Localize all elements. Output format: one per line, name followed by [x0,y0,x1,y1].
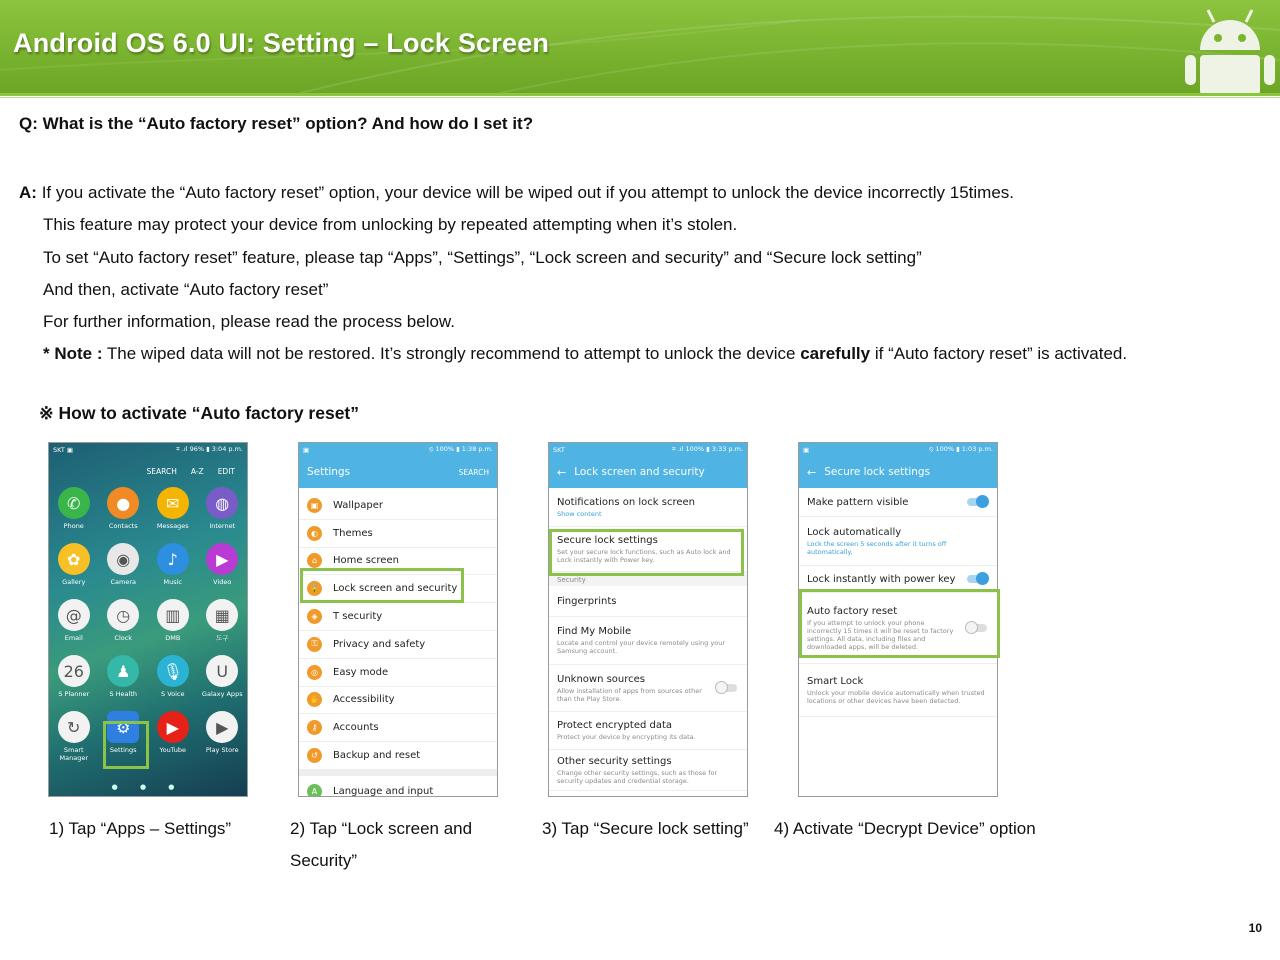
caption-step-3: 3) Tap “Secure lock setting” [542,819,749,838]
section-header: Security [549,572,747,586]
list-item-title: Lock automatically [807,526,902,538]
calendar-icon: 26 [58,655,90,687]
app-youtube[interactable] [148,711,198,762]
note-line [19,338,1127,370]
settings-item-label: Wallpaper [333,499,384,511]
phone-screenshot-settings [298,442,498,797]
note-bold: carefully [800,344,871,364]
settings-item-accounts[interactable] [299,714,497,742]
list-item-subtitle: Locate and control your device remotely using your Samsung account. [557,639,725,655]
header-rule-light [0,97,1280,98]
phone-screenshot-lock-screen [548,442,748,797]
status-bar [799,443,997,456]
settings-item-language-and-input[interactable] [299,770,497,797]
lock-appbar [549,456,747,488]
status-left: ▣ [303,445,310,454]
messages-icon: ✉ [157,487,189,519]
app-internet[interactable] [198,487,248,530]
app-label: S Health [109,690,138,698]
app-s-voice[interactable] [148,655,198,698]
settings-item-label: T security [333,611,383,623]
page-indicator: ● ● ● [111,783,185,791]
header-banner [0,0,1280,93]
secure-lock-highlight [549,529,744,576]
list-item-find-my-mobile[interactable] [549,617,747,665]
android-logo-icon [1180,0,1280,93]
settings-item-backup-and-reset[interactable] [299,742,497,770]
app-label: Internet [209,522,236,530]
app-label: YouTube [159,746,186,754]
caption-step-2-line-2: Security” [290,851,358,870]
caption-step-2 [290,813,472,877]
az-action[interactable]: A-Z [190,466,204,476]
smart-manager-icon: ↻ [58,711,90,743]
settings-list [299,488,497,797]
list-item-make-pattern-visible[interactable] [799,488,997,517]
app-play-store[interactable] [198,711,248,762]
answer-text-1: If you activate the “Auto factory reset” option, your device will be wiped out if you attempt to unlock the device incorrectly 15times. [41,183,1014,202]
caption-step-4: 4) Activate “Decrypt Device” option [774,819,1036,838]
auto-reset-highlight [799,589,1000,658]
settings-item-label: Language and input [333,785,434,797]
search-action[interactable]: SEARCH [146,466,177,476]
settings-highlight [103,721,149,769]
app-label: S Planner [58,690,90,698]
app-label: 도구 [215,634,229,642]
search-action[interactable]: SEARCH [458,467,489,477]
app-contacts[interactable] [99,487,149,530]
status-left: SKT [553,445,565,454]
list-item-subtitle: Set your secure lock functions, such as Auto lock and Lock instantly with Power key. [557,547,731,564]
settings-item-icon: ◈ [307,609,322,624]
settings-item-icon: ↺ [307,748,322,763]
howto-heading: ※ How to activate “Auto factory reset” [39,403,360,423]
list-item-lock-automatically[interactable] [799,517,997,566]
list-item-other-security-settings[interactable] [549,750,747,791]
note-label: * Note : [43,344,103,364]
tools-icon: ▦ [206,599,238,631]
settings-item-label: Backup and reset [333,750,421,762]
settings-item-icon: ⚷ [307,720,322,735]
header-rule [0,93,1280,96]
answer-line-2: This feature may protect your device from unlocking by repeated attempting when it’s stolen. [43,215,738,235]
app-clock[interactable] [99,599,149,642]
list-item-smart-lock[interactable] [799,664,997,717]
settings-item-label: Accounts [333,722,379,734]
health-icon: ♟ [107,655,139,687]
clock-icon: ◷ [107,599,139,631]
app-email[interactable] [49,599,99,642]
app-camera[interactable] [99,543,149,586]
note-text-b: if “Auto factory reset” is activated. [870,344,1128,364]
phone-icon: ✆ [58,487,90,519]
question: Q: What is the “Auto factory reset” option? And how do I set it? [19,114,534,133]
app-label: Music [163,578,182,586]
secure-appbar [799,456,997,488]
settings-item-label: Accessibility [333,694,395,706]
answer-line-5: For further information, please read the process below. [43,312,455,332]
app-label: Messages [156,522,189,530]
app-label: Video [213,578,232,586]
app-music[interactable] [148,543,198,586]
answer-line-1 [19,177,1127,209]
app-label: S Voice [161,690,185,698]
settings-item-t-security[interactable] [299,603,497,631]
music-icon: ♪ [157,543,189,575]
app-label: Phone [63,522,84,530]
back-arrow-icon[interactable]: ← [557,465,567,479]
answer-label: A: [19,183,37,202]
app-도구[interactable] [198,599,248,642]
app-label: Email [64,634,83,642]
app-label: Gallery [62,578,86,586]
apps-toolbar [49,456,247,486]
galaxy-apps-icon: U [206,655,238,687]
list-item-title: Unknown sources [557,673,646,685]
contacts-icon: ● [107,487,139,519]
list-item-title: Lock instantly with power key [807,573,956,585]
app-gallery[interactable] [49,543,99,586]
settings-item-label: Themes [333,527,373,539]
list-item-subtitle: Change other security settings, such as those for security updates and credential storage. [557,768,718,785]
answer-line-4: And then, activate “Auto factory reset” [43,279,329,299]
list-item-title: Other security settings [557,755,672,767]
list-item-subtitle: Allow installation of apps from sources other than the Play Store. [557,686,702,703]
app-label: Play Store [205,746,239,754]
app-messages[interactable] [148,487,198,530]
settings-item-label: Home screen [333,555,399,567]
settings-item-easy-mode[interactable] [299,659,497,687]
app-label: DMB [165,634,181,642]
settings-item-icon: ⚿ [307,637,322,652]
list-item-subtitle: If you attempt to unlock your phone incorrectly 15 times it will be reset to factory settings. All data, including files and downloaded apps, will be deleted. [807,618,954,651]
list-item-subtitle: Protect your device by encrypting its data. [557,733,696,741]
status-left: ▣ [803,445,810,454]
settings-item-themes[interactable] [299,520,497,548]
list-item-title: Auto factory reset [807,605,898,617]
email-icon: @ [58,599,90,631]
play-store-icon: ▶ [206,711,238,743]
toggle-switch[interactable] [967,575,987,583]
list-item-title: Protect encrypted data [557,720,673,731]
caption-step-1: 1) Tap “Apps – Settings” [49,819,232,838]
secure-title: Secure lock settings [824,466,931,478]
page-title: Android OS 6.0 UI: Setting – Lock Screen [13,28,550,58]
status-right: ⌗ .ıl 100% ▮ 3:33 p.m. [671,445,743,453]
lock-screen-highlight [300,568,464,603]
status-bar [549,443,747,456]
status-bar [299,443,497,456]
app-s-planner[interactable] [49,655,99,698]
list-item-fingerprints[interactable] [549,586,747,617]
settings-appbar [299,456,497,488]
answer-block [19,177,1127,371]
app-smart-manager[interactable] [49,711,99,762]
list-item-unknown-sources[interactable] [549,665,747,712]
list-item-title: Fingerprints [557,595,617,607]
app-label: Galaxy Apps [201,690,243,698]
settings-item-icon: ◎ [307,665,322,680]
edit-action[interactable]: EDIT [217,466,235,476]
list-item-title: Secure lock settings [557,534,658,546]
voice-icon: 🎙 [157,655,189,687]
internet-icon: ◍ [206,487,238,519]
list-item-title: Make pattern visible [807,496,909,508]
list-item-protect-encrypted-data[interactable] [549,712,747,750]
lock-title: Lock screen and security [574,466,705,478]
page-number: 10 [1248,921,1262,935]
settings-item-icon: ⌂ [307,553,322,568]
toggle-switch[interactable] [717,684,737,692]
list-item-subtitle: Lock the screen 5 seconds after it turns off automatically. [807,539,947,556]
status-right: ⦸ 100% ▮ 1:38 p.m. [429,445,493,453]
settings-item-icon: ▣ [307,498,322,513]
settings-item-label: Lock screen and security [333,583,458,595]
caption-step-2-line-1: 2) Tap “Lock screen and [290,819,473,838]
list-item-title: Find My Mobile [557,626,632,637]
status-right: ⌗ .ıl 96% ▮ 3:04 p.m. [176,445,243,453]
answer-line-3: To set “Auto factory reset” feature, please tap “Apps”, “Settings”, “Lock screen and security” and “Secure lock setting” [43,247,922,267]
app-label: Clock [114,634,133,642]
app-video[interactable] [198,543,248,586]
back-arrow-icon[interactable]: ← [807,465,817,479]
list-item-title: Smart Lock [807,675,864,687]
app-label: Settings [109,746,137,754]
dmb-icon: ▥ [157,599,189,631]
settings-item-icon: A [307,784,322,797]
app-s-health[interactable] [99,655,149,698]
app-label: Camera [110,578,136,586]
note-text-a: The wiped data will not be restored. It’s strongly recommend to attempt to unlock the device [102,344,801,364]
status-bar [49,443,247,456]
toggle-switch[interactable] [967,498,987,506]
app-label: Contacts [108,522,138,530]
video-icon: ▶ [206,543,238,575]
settings-item-icon: 🔒 [307,581,322,596]
settings-item-privacy-and-safety[interactable] [299,631,497,659]
gallery-icon: ✿ [58,543,90,575]
status-left: SKT ▣ [53,445,74,454]
app-label: Smart Manager [59,746,88,762]
list-item-title: Notifications on lock screen [557,496,696,508]
status-right: ⦸ 100% ▮ 1:03 p.m. [929,445,993,453]
list-item-notifications-on-lock-screen[interactable] [549,488,747,527]
settings-item-label: Privacy and safety [333,638,426,650]
settings-item-label: Easy mode [333,666,389,678]
list-item-subtitle: Unlock your mobile device automatically when trusted locations or other devices have been detected. [807,688,985,705]
settings-item-icon: ✋ [307,692,322,707]
app-phone[interactable] [49,487,99,530]
youtube-icon: ▶ [157,711,189,743]
settings-icon: ⚙ [107,711,139,743]
settings-title: Settings [307,466,351,478]
settings-item-accessibility[interactable] [299,687,497,715]
list-item-subtitle: Show content [557,509,602,518]
camera-icon: ◉ [107,543,139,575]
settings-item-icon: ◐ [307,526,322,541]
app-galaxy-apps[interactable] [198,655,248,698]
settings-item-wallpaper[interactable] [299,492,497,520]
app-dmb[interactable] [148,599,198,642]
